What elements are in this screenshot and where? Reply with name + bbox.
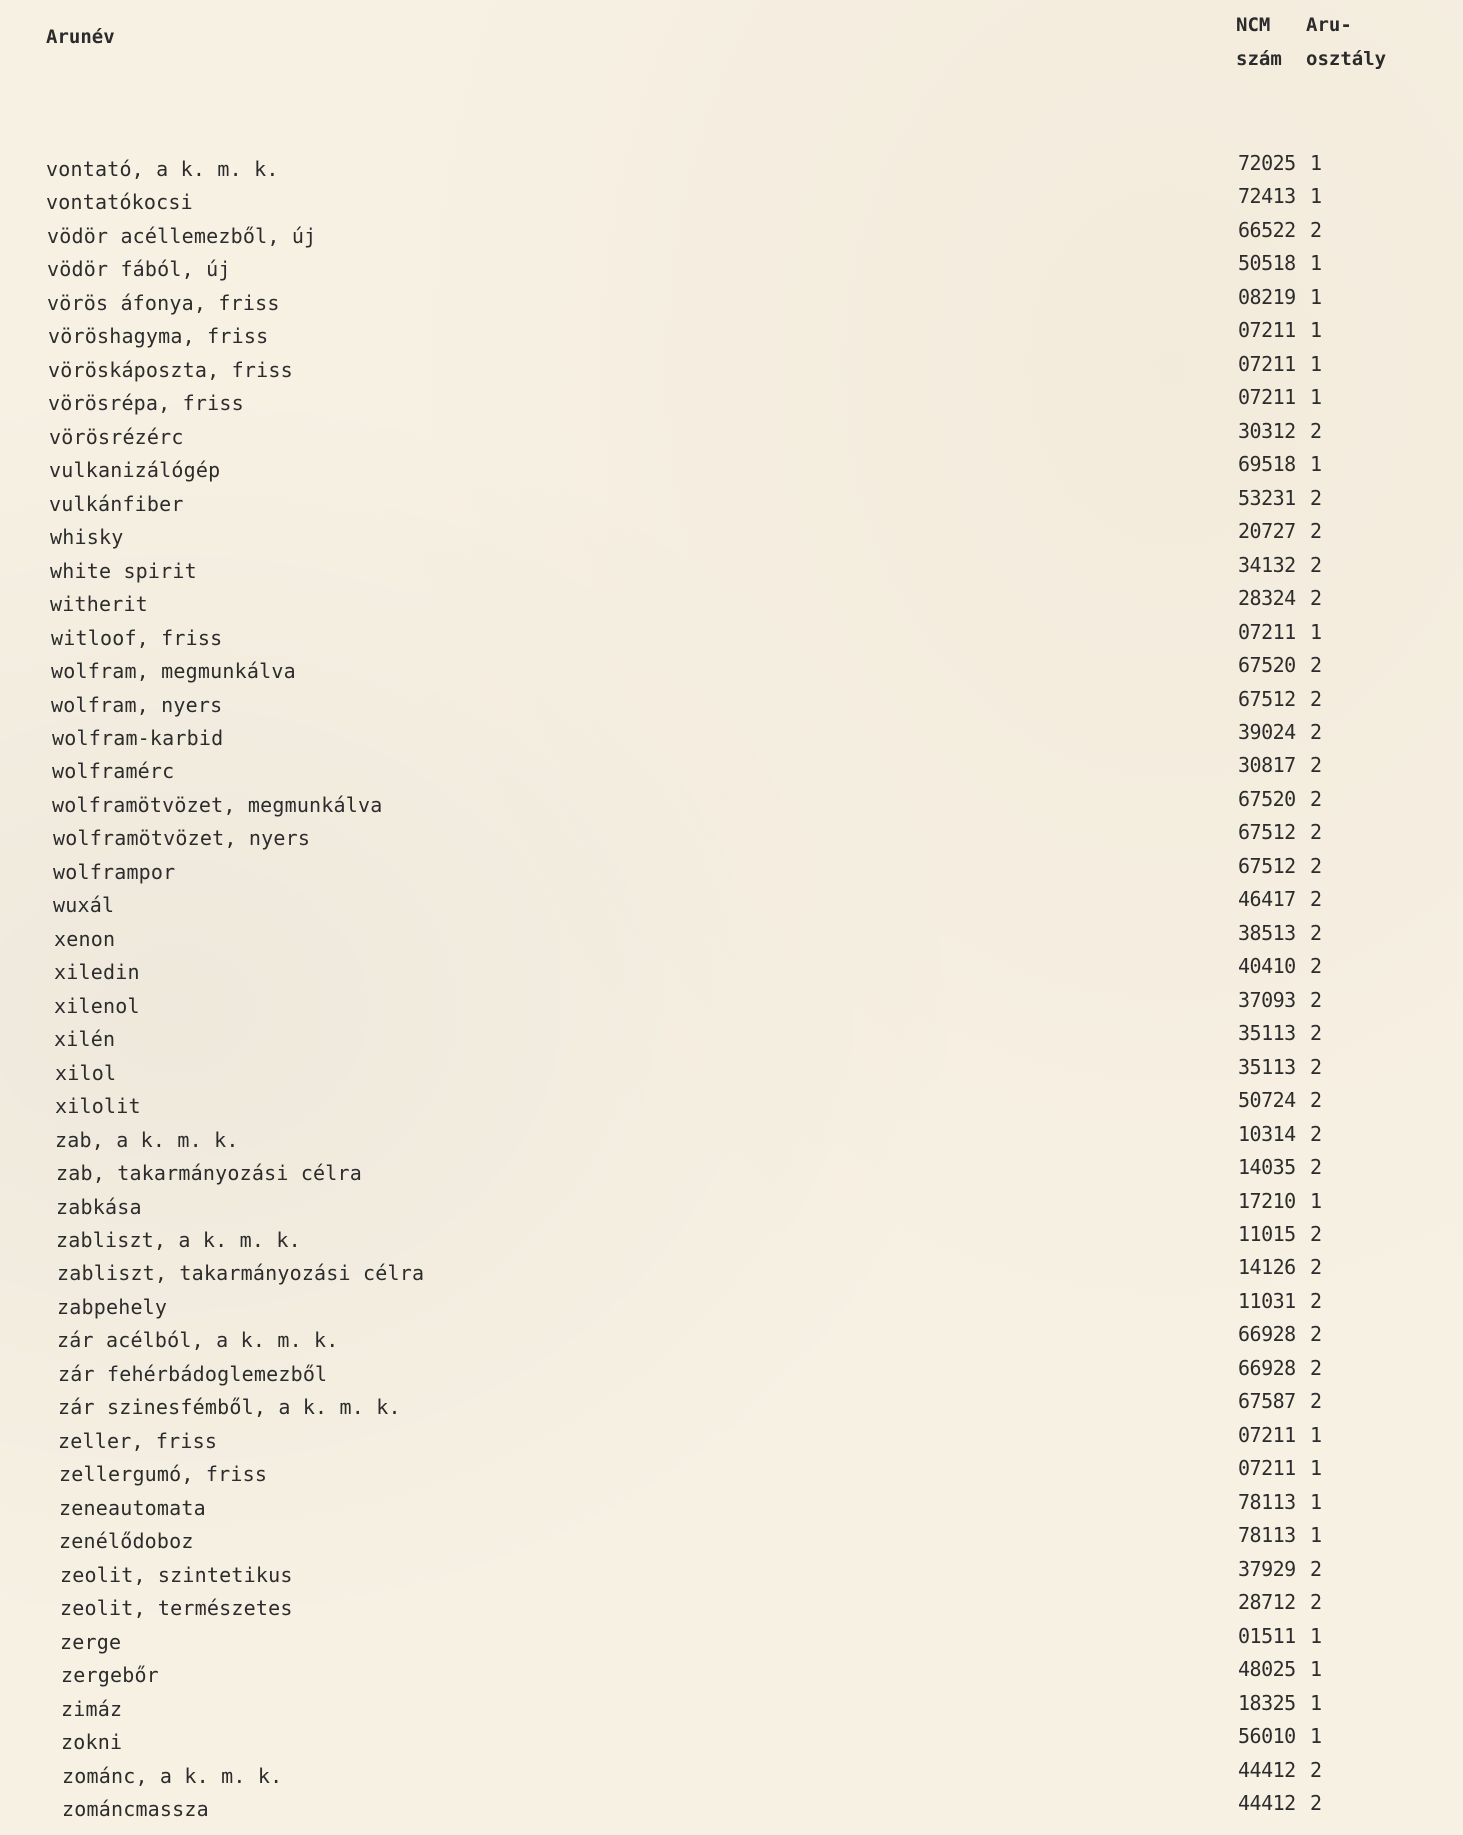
goods-name: zár fehérbádoglemezből (58, 1361, 328, 1386)
column-header-name: Arunév (46, 26, 115, 48)
goods-name: wolframpor (53, 859, 176, 884)
goods-name: zerge (60, 1629, 122, 1654)
goods-class: 2 (1310, 1757, 1323, 1782)
goods-name: vontató, a k. m. k. (46, 157, 279, 181)
goods-class: 2 (1310, 485, 1323, 510)
goods-name: xilolit (55, 1094, 141, 1119)
goods-class: 1 (1310, 1657, 1323, 1682)
goods-class: 2 (1310, 954, 1323, 979)
ncm-code: 44412 (1238, 1790, 1296, 1815)
ncm-code: 07211 (1238, 385, 1296, 410)
ncm-code: 50518 (1238, 251, 1296, 276)
goods-class: 2 (1310, 1288, 1323, 1313)
ncm-code: 30817 (1238, 753, 1296, 778)
goods-name: vöröshagyma, friss (48, 324, 269, 349)
goods-class: 2 (1310, 1255, 1323, 1280)
ncm-code: 07211 (1238, 318, 1296, 343)
ncm-code: 66522 (1238, 217, 1296, 242)
goods-name: zab, takarmányozási célra (56, 1161, 363, 1186)
goods-name: vulkánfiber (49, 491, 184, 516)
goods-class: 1 (1310, 184, 1323, 209)
goods-name: vödör acéllemezből, új (47, 223, 317, 248)
goods-name: zab, a k. m. k. (55, 1127, 239, 1152)
goods-class: 1 (1310, 284, 1323, 309)
goods-name: whisky (50, 525, 124, 550)
column-header-class-line2: osztály (1306, 48, 1387, 70)
goods-name: zabkása (56, 1194, 142, 1219)
column-header-class-line1: Aru- (1306, 14, 1352, 36)
ncm-code: 01511 (1238, 1623, 1296, 1648)
ncm-code: 67520 (1238, 653, 1296, 678)
goods-name: xilol (55, 1060, 117, 1085)
ncm-code: 67587 (1238, 1389, 1296, 1414)
goods-name: vödör fából, új (47, 257, 231, 282)
ncm-code: 11015 (1238, 1222, 1296, 1246)
goods-class: 2 (1310, 753, 1323, 778)
ncm-code: 67520 (1238, 786, 1296, 811)
ncm-code: 46417 (1238, 887, 1296, 912)
ncm-code: 56010 (1238, 1724, 1296, 1749)
goods-class: 2 (1310, 686, 1323, 711)
goods-class: 2 (1310, 820, 1323, 845)
goods-class: 2 (1310, 786, 1323, 811)
goods-name: zabliszt, a k. m. k. (56, 1228, 301, 1252)
ncm-code: 10314 (1238, 1121, 1296, 1146)
goods-class: 1 (1310, 151, 1323, 175)
goods-name: wuxál (53, 893, 115, 918)
ncm-code: 67512 (1238, 853, 1296, 878)
ncm-code: 35113 (1238, 1054, 1296, 1079)
goods-name: zománcmassza (62, 1796, 209, 1821)
ncm-code: 07211 (1238, 351, 1296, 376)
goods-name: vulkanizálógép (49, 458, 221, 483)
goods-name: wolfram, nyers (51, 692, 223, 717)
goods-class: 2 (1310, 920, 1323, 945)
goods-name: witherit (50, 592, 148, 617)
goods-class: 2 (1310, 887, 1323, 912)
goods-name: zománc, a k. m. k. (62, 1763, 283, 1788)
goods-class: 1 (1310, 251, 1323, 276)
goods-class: 2 (1310, 853, 1323, 878)
ncm-code: 07211 (1238, 1456, 1296, 1481)
goods-name: xiledin (54, 960, 140, 985)
goods-name: zergebőr (61, 1663, 159, 1688)
ncm-code: 28712 (1238, 1590, 1296, 1615)
column-header-ncm-line2: szám (1236, 48, 1282, 70)
ncm-code: 08219 (1238, 284, 1296, 309)
goods-class: 2 (1310, 1021, 1323, 1046)
ncm-code: 28324 (1238, 586, 1296, 611)
ncm-code: 18325 (1238, 1690, 1296, 1715)
goods-name: zabpehely (57, 1294, 168, 1319)
goods-name: vörösrézérc (49, 424, 184, 449)
ncm-code: 20727 (1238, 519, 1296, 544)
goods-class: 2 (1310, 1355, 1323, 1380)
goods-class: 1 (1310, 1489, 1323, 1514)
goods-class: 1 (1310, 1456, 1323, 1481)
ncm-code: 39024 (1238, 719, 1296, 744)
goods-name: zár szinesfémből, a k. m. k. (58, 1395, 401, 1420)
ncm-code: 07211 (1238, 619, 1296, 644)
ncm-code: 37093 (1238, 987, 1296, 1012)
goods-class: 1 (1310, 1188, 1323, 1213)
goods-name: wolfram-karbid (52, 725, 224, 750)
goods-name: zabliszt, takarmányozási célra (57, 1261, 425, 1286)
ncm-code: 07211 (1238, 1422, 1296, 1447)
goods-name: wolfram, megmunkálva (51, 659, 296, 684)
goods-class: 2 (1310, 418, 1323, 443)
goods-name: xenon (54, 926, 116, 951)
goods-class: 2 (1310, 1155, 1323, 1180)
goods-name: vöröskáposzta, friss (48, 357, 293, 382)
ncm-code: 14126 (1238, 1255, 1296, 1280)
goods-name: zenélődoboz (59, 1529, 194, 1554)
goods-name: xilenol (54, 993, 140, 1018)
ncm-code: 48025 (1238, 1657, 1296, 1682)
ncm-code: 53231 (1238, 485, 1296, 510)
goods-name: wolframötvözet, megmunkálva (52, 792, 383, 817)
ncm-code: 30312 (1238, 418, 1296, 443)
goods-name: white spirit (50, 558, 197, 583)
goods-class: 2 (1310, 653, 1323, 678)
goods-class: 1 (1310, 1724, 1323, 1749)
goods-class: 2 (1310, 719, 1323, 744)
goods-class: 1 (1310, 1690, 1323, 1715)
goods-name: zellergumó, friss (59, 1462, 268, 1487)
ncm-code: 78113 (1238, 1489, 1296, 1514)
goods-class: 2 (1310, 1590, 1323, 1615)
goods-class: 2 (1310, 1389, 1323, 1414)
goods-name: zár acélból, a k. m. k. (57, 1328, 339, 1353)
goods-class: 2 (1310, 217, 1323, 242)
goods-name: zokni (61, 1730, 123, 1755)
goods-name: zeller, friss (58, 1428, 218, 1453)
goods-class: 1 (1310, 1523, 1323, 1548)
goods-class: 2 (1310, 987, 1323, 1012)
goods-class: 2 (1310, 1054, 1323, 1079)
ncm-code: 67512 (1238, 820, 1296, 845)
goods-class: 1 (1310, 318, 1323, 343)
ncm-code: 78113 (1238, 1523, 1296, 1548)
goods-name: wolframérc (52, 759, 175, 784)
goods-name: zeolit, szintetikus (60, 1562, 293, 1587)
ncm-code: 66928 (1238, 1355, 1296, 1380)
ncm-code: 37929 (1238, 1556, 1296, 1581)
goods-class: 2 (1310, 519, 1323, 544)
goods-name: zeneautomata (59, 1495, 206, 1520)
goods-class: 2 (1310, 1121, 1323, 1146)
goods-name: vörösrépa, friss (48, 391, 244, 416)
goods-name: wolframötvözet, nyers (53, 826, 311, 851)
goods-name: zeolit, természetes (60, 1596, 293, 1621)
ncm-code: 44412 (1238, 1757, 1296, 1782)
goods-class: 1 (1310, 619, 1323, 644)
goods-class: 2 (1310, 552, 1323, 577)
ncm-code: 66928 (1238, 1322, 1296, 1347)
ncm-code: 14035 (1238, 1155, 1296, 1180)
goods-class: 1 (1310, 452, 1323, 477)
goods-class: 2 (1310, 1556, 1323, 1581)
ncm-code: 35113 (1238, 1021, 1296, 1046)
ncm-code: 67512 (1238, 686, 1296, 711)
goods-name: zimáz (61, 1696, 123, 1721)
column-header-ncm-line1: NCM (1236, 14, 1271, 36)
ncm-code: 50724 (1238, 1088, 1296, 1113)
goods-class: 1 (1310, 385, 1323, 410)
goods-class: 1 (1310, 1422, 1323, 1447)
goods-name: vontatókocsi (46, 190, 193, 215)
ncm-code: 40410 (1238, 954, 1296, 979)
ncm-code: 17210 (1238, 1188, 1296, 1213)
ncm-code: 38513 (1238, 920, 1296, 945)
ncm-code: 72025 (1238, 151, 1296, 175)
goods-name: xilén (54, 1027, 116, 1052)
goods-class: 2 (1310, 586, 1323, 611)
ncm-code: 69518 (1238, 452, 1296, 477)
goods-class: 2 (1310, 1088, 1323, 1113)
goods-class: 2 (1310, 1322, 1323, 1347)
goods-class: 2 (1310, 1222, 1323, 1246)
goods-list (0, 151, 1463, 1830)
goods-name: vörös áfonya, friss (47, 290, 280, 315)
goods-class: 1 (1310, 351, 1323, 376)
ncm-code: 72413 (1238, 184, 1296, 209)
goods-name: witloof, friss (51, 625, 223, 650)
goods-class: 1 (1310, 1623, 1323, 1648)
goods-class: 2 (1310, 1790, 1323, 1815)
ncm-code: 34132 (1238, 552, 1296, 577)
ncm-code: 11031 (1238, 1288, 1296, 1313)
list-item (0, 1790, 1463, 1830)
